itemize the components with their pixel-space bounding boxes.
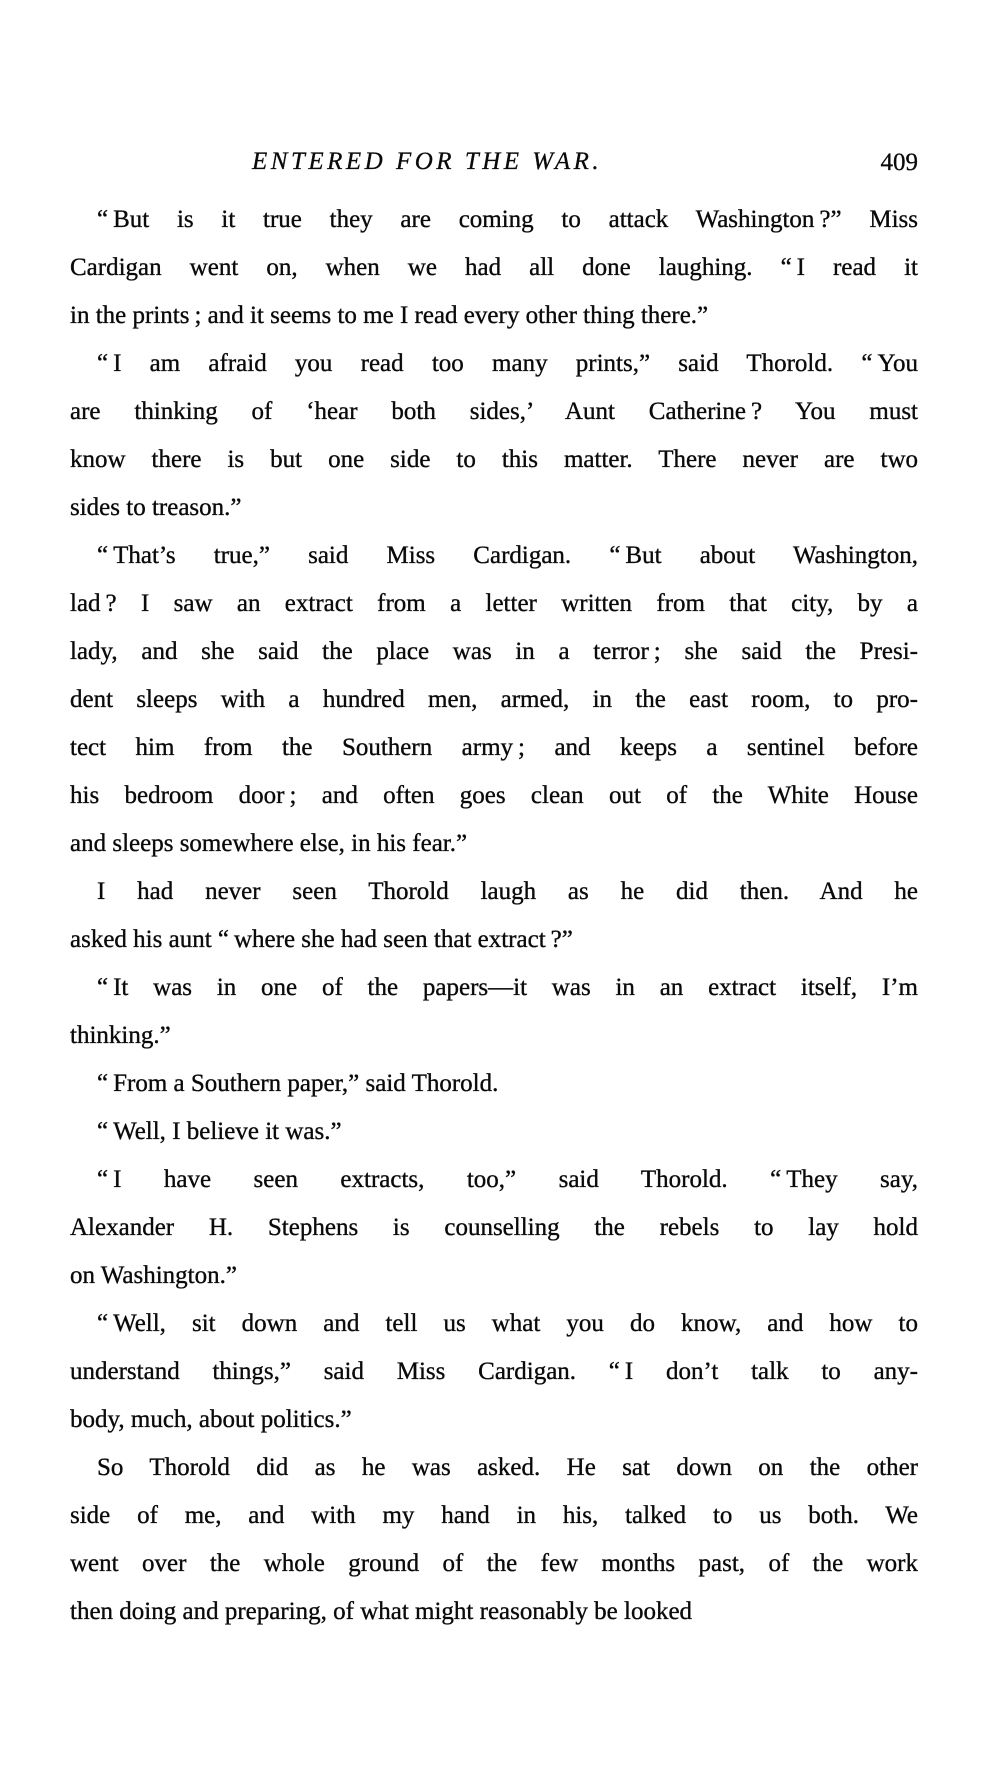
text-line: went over the whole ground of the few months past, of the work bbox=[70, 1550, 918, 1577]
text-line: lady, and she said the place was in a terror ; she said the Presi- bbox=[70, 638, 918, 665]
running-header-title: ENTERED FOR THE WAR. bbox=[252, 148, 603, 175]
text-line: tect him from the Southern army ; and keeps a sentinel before bbox=[70, 734, 918, 761]
paragraph bbox=[70, 964, 918, 1060]
text-line: “ I have seen extracts, too,” said Thorold. “ They say, bbox=[97, 1166, 918, 1193]
text-line: in the prints ; and it seems to me I read every other thing there.” bbox=[70, 302, 709, 329]
text-line: “ Well, sit down and tell us what you do know, and how to bbox=[97, 1310, 918, 1337]
text-line: then doing and preparing, of what might reasonably be looked bbox=[70, 1598, 693, 1625]
text-line: “ But is it true they are coming to attack Washington ?” Miss bbox=[97, 206, 918, 233]
paragraph bbox=[70, 1444, 918, 1636]
paragraph bbox=[70, 868, 918, 964]
text-line: So Thorold did as he was asked. He sat down on the other bbox=[97, 1454, 918, 1481]
text-line: understand things,” said Miss Cardigan. “ I don’t talk to any- bbox=[70, 1358, 918, 1385]
text-line: “ Well, I believe it was.” bbox=[97, 1118, 342, 1145]
text-line: side of me, and with my hand in his, talked to us both. We bbox=[70, 1502, 918, 1529]
paragraph bbox=[70, 196, 918, 340]
text-line: “ It was in one of the papers—it was in an extract itself, I’m bbox=[97, 974, 918, 1001]
paragraph bbox=[70, 1156, 918, 1300]
text-line: lad ? I saw an extract from a letter written from that city, by a bbox=[70, 590, 918, 617]
text-line: Cardigan went on, when we had all done laughing. “ I read it bbox=[70, 254, 918, 281]
text-line: dent sleeps with a hundred men, armed, in the east room, to pro- bbox=[70, 686, 918, 713]
text-line: sides to treason.” bbox=[70, 494, 242, 521]
paragraph bbox=[70, 1300, 918, 1444]
text-line: and sleeps somewhere else, in his fear.” bbox=[70, 830, 468, 857]
text-line: “ I am afraid you read too many prints,” said Thorold. “ You bbox=[97, 350, 918, 377]
paragraph bbox=[70, 1108, 918, 1156]
text-line: on Washington.” bbox=[70, 1262, 237, 1289]
text-line: Alexander H. Stephens is counselling the rebels to lay hold bbox=[70, 1214, 918, 1241]
text-line: know there is but one side to this matter. There never are two bbox=[70, 446, 918, 473]
text-line: are thinking of ‘hear both sides,’ Aunt Catherine ? You must bbox=[70, 398, 918, 425]
text-line: “ That’s true,” said Miss Cardigan. “ But about Washington, bbox=[97, 542, 918, 569]
page-number: 409 bbox=[880, 149, 918, 176]
page-body bbox=[70, 196, 918, 1636]
text-line: asked his aunt “ where she had seen that extract ?” bbox=[70, 926, 573, 953]
running-header bbox=[0, 148, 1000, 184]
text-line: body, much, about politics.” bbox=[70, 1406, 352, 1433]
paragraph bbox=[70, 340, 918, 532]
text-line: I had never seen Thorold laugh as he did then. And he bbox=[97, 878, 918, 905]
paragraph bbox=[70, 532, 918, 868]
text-line: “ From a Southern paper,” said Thorold. bbox=[97, 1070, 499, 1097]
text-line: thinking.” bbox=[70, 1022, 171, 1049]
text-line: his bedroom door ; and often goes clean out of the White House bbox=[70, 782, 918, 809]
paragraph bbox=[70, 1060, 918, 1108]
